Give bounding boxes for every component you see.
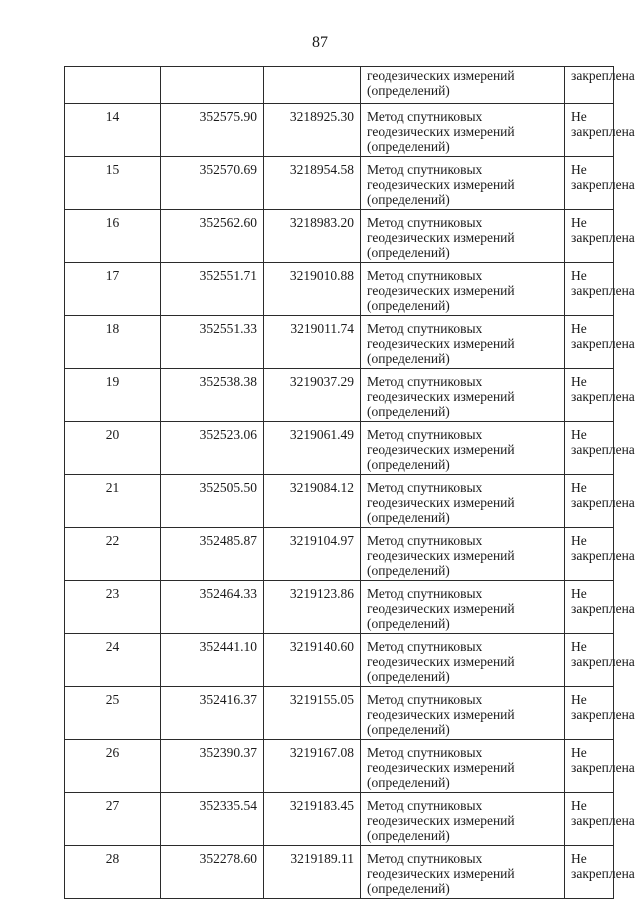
cell-y: 3218925.30: [264, 104, 361, 157]
fixation-line: закреплена: [571, 601, 635, 616]
cell-y: 3219037.29: [264, 369, 361, 422]
table-row: [65, 581, 614, 634]
cell-number: 20: [65, 422, 161, 475]
method-line: (определений): [367, 616, 450, 631]
cell-y: 3219167.08: [264, 740, 361, 793]
fixation-line: Не: [571, 533, 587, 548]
method-line: Метод спутниковых: [367, 745, 483, 760]
fixation-line: закреплена: [571, 283, 635, 298]
cell-x: 352562.60: [161, 210, 264, 263]
fixation-line: закреплена: [571, 548, 635, 563]
cell-method: [361, 104, 565, 157]
method-line: Метод спутниковых: [367, 798, 483, 813]
cell-number: 18: [65, 316, 161, 369]
method-line: геодезических измерений: [367, 866, 515, 881]
cell-y: 3219155.05: [264, 687, 361, 740]
coordinates-table: [64, 66, 635, 899]
method-line: (определений): [367, 139, 450, 154]
method-line: Метод спутниковых: [367, 692, 483, 707]
cell-x: 352523.06: [161, 422, 264, 475]
cell-number: 24: [65, 634, 161, 687]
cell-x: 352505.50: [161, 475, 264, 528]
table-row: [65, 528, 614, 581]
method-line: (определений): [367, 722, 450, 737]
cell-x: 352278.60: [161, 846, 264, 899]
fixation-line: Не: [571, 162, 587, 177]
cell-y: 3219011.74: [264, 316, 361, 369]
method-line: геодезических измерений: [367, 283, 515, 298]
cell-fixation: [565, 793, 635, 846]
cell-fixation: [565, 528, 635, 581]
fixation-line: закреплена: [571, 495, 635, 510]
cell-fixation: [565, 740, 635, 793]
table-row: [65, 210, 614, 263]
cell-x: 352416.37: [161, 687, 264, 740]
cell-x: 352570.69: [161, 157, 264, 210]
method-line: Метод спутниковых: [367, 162, 483, 177]
fixation-line: закреплена: [571, 336, 635, 351]
method-line: (определений): [367, 298, 450, 313]
method-line: геодезических измерений: [367, 442, 515, 457]
cell-y: 3219123.86: [264, 581, 361, 634]
method-line: геодезических измерений: [367, 177, 515, 192]
table-row: [65, 846, 614, 899]
table-row: [65, 422, 614, 475]
method-line: (определений): [367, 669, 450, 684]
cell-x: 352464.33: [161, 581, 264, 634]
cell-x: 352441.10: [161, 634, 264, 687]
method-line: (определений): [367, 828, 450, 843]
fixation-line: Не: [571, 374, 587, 389]
cell-number: 14: [65, 104, 161, 157]
cell-method: [361, 157, 565, 210]
table-row: [65, 316, 614, 369]
cell-method: [361, 316, 565, 369]
cell-fixation: [565, 475, 635, 528]
fixation-line: Не: [571, 268, 587, 283]
fixation-line: Не: [571, 215, 587, 230]
method-line: Метод спутниковых: [367, 851, 483, 866]
cell-fixation: [565, 846, 635, 899]
cell-fixation: [565, 422, 635, 475]
cell-x: 352575.90: [161, 104, 264, 157]
table-row: [65, 740, 614, 793]
cell-fixation: [565, 210, 635, 263]
fixation-line: закреплена: [571, 177, 635, 192]
fixation-line: Не: [571, 692, 587, 707]
cell-number: 16: [65, 210, 161, 263]
method-line: Метод спутниковых: [367, 427, 483, 442]
cell-number: 28: [65, 846, 161, 899]
fixation-line: Не: [571, 851, 587, 866]
method-line: геодезических измерений: [367, 813, 515, 828]
cell-method: [361, 634, 565, 687]
method-line: (определений): [367, 775, 450, 790]
cell-fixation: [565, 581, 635, 634]
cell-x: 352551.33: [161, 316, 264, 369]
method-line: (определений): [367, 457, 450, 472]
fixation-line: закреплена: [571, 124, 635, 139]
cell-method: [361, 67, 565, 104]
method-line: геодезических измерений: [367, 654, 515, 669]
method-line: (определений): [367, 563, 450, 578]
cell-y: 3218954.58: [264, 157, 361, 210]
cell-method: [361, 793, 565, 846]
fixation-line: Не: [571, 745, 587, 760]
cell-method: [361, 369, 565, 422]
cell-fixation: [565, 104, 635, 157]
method-line: геодезических измерений: [367, 124, 515, 139]
method-line: Метод спутниковых: [367, 533, 483, 548]
fixation-line: закреплена: [571, 389, 635, 404]
cell-fixation: [565, 67, 635, 104]
method-line: геодезических измерений: [367, 601, 515, 616]
cell-method: [361, 581, 565, 634]
cell-method: [361, 687, 565, 740]
table-row: [65, 369, 614, 422]
fixation-line: закреплена: [571, 654, 635, 669]
method-line: геодезических измерений: [367, 230, 515, 245]
method-line: геодезических измерений: [367, 707, 515, 722]
method-line: Метод спутниковых: [367, 268, 483, 283]
table-row: [65, 634, 614, 687]
cell-fixation: [565, 263, 635, 316]
cell-fixation: [565, 369, 635, 422]
fixation-line: закреплена: [571, 760, 635, 775]
cell-method: [361, 475, 565, 528]
coordinates-table-body: [65, 67, 635, 899]
method-line: (определений): [367, 192, 450, 207]
cell-number: 26: [65, 740, 161, 793]
fixation-line: закреплена: [571, 707, 635, 722]
method-line: Метод спутниковых: [367, 480, 483, 495]
cell-fixation: [565, 634, 635, 687]
cell-x: 352538.38: [161, 369, 264, 422]
cell-y: 3219010.88: [264, 263, 361, 316]
method-line: (определений): [367, 510, 450, 525]
fixation-line: Не: [571, 798, 587, 813]
cell-y: 3219061.49: [264, 422, 361, 475]
cell-method: [361, 740, 565, 793]
method-line: Метод спутниковых: [367, 586, 483, 601]
cell-number: 15: [65, 157, 161, 210]
page-number: 87: [312, 34, 328, 51]
cell-y: 3218983.20: [264, 210, 361, 263]
table-row: [65, 475, 614, 528]
table-row: [65, 793, 614, 846]
method-line: (определений): [367, 83, 450, 98]
method-line: (определений): [367, 881, 450, 896]
fixation-line: закреплена: [571, 813, 635, 828]
cell-x: [161, 67, 264, 104]
fixation-line: закреплена: [571, 230, 635, 245]
cell-number: 23: [65, 581, 161, 634]
cell-number: [65, 67, 161, 104]
method-line: (определений): [367, 351, 450, 366]
method-line: (определений): [367, 404, 450, 419]
fixation-line: закреплена: [571, 866, 635, 881]
method-line: геодезических измерений: [367, 336, 515, 351]
cell-y: 3219140.60: [264, 634, 361, 687]
method-line: геодезических измерений: [367, 760, 515, 775]
table-row: [65, 687, 614, 740]
fixation-line: Не: [571, 480, 587, 495]
method-line: геодезических измерений: [367, 389, 515, 404]
method-line: геодезических измерений: [367, 548, 515, 563]
cell-y: 3219189.11: [264, 846, 361, 899]
cell-method: [361, 846, 565, 899]
cell-number: 27: [65, 793, 161, 846]
method-line: Метод спутниковых: [367, 321, 483, 336]
table-row-continuation: [65, 67, 614, 104]
table-row: [65, 104, 614, 157]
cell-x: 352335.54: [161, 793, 264, 846]
cell-x: 352551.71: [161, 263, 264, 316]
method-line: Метод спутниковых: [367, 109, 483, 124]
cell-method: [361, 528, 565, 581]
method-line: Метод спутниковых: [367, 215, 483, 230]
cell-number: 25: [65, 687, 161, 740]
cell-method: [361, 210, 565, 263]
method-line: Метод спутниковых: [367, 639, 483, 654]
fixation-line: Не: [571, 586, 587, 601]
method-line: геодезических измерений: [367, 68, 515, 83]
cell-fixation: [565, 157, 635, 210]
cell-fixation: [565, 316, 635, 369]
cell-number: 17: [65, 263, 161, 316]
method-line: (определений): [367, 245, 450, 260]
table-row: [65, 263, 614, 316]
cell-y: [264, 67, 361, 104]
fixation-line: закреплена: [571, 68, 635, 83]
fixation-line: закреплена: [571, 442, 635, 457]
cell-y: 3219084.12: [264, 475, 361, 528]
cell-number: 22: [65, 528, 161, 581]
cell-number: 19: [65, 369, 161, 422]
cell-x: 352485.87: [161, 528, 264, 581]
cell-method: [361, 422, 565, 475]
fixation-line: Не: [571, 321, 587, 336]
cell-fixation: [565, 687, 635, 740]
table-row: [65, 157, 614, 210]
fixation-line: Не: [571, 427, 587, 442]
cell-x: 352390.37: [161, 740, 264, 793]
method-line: Метод спутниковых: [367, 374, 483, 389]
method-line: геодезических измерений: [367, 495, 515, 510]
cell-y: 3219183.45: [264, 793, 361, 846]
cell-method: [361, 263, 565, 316]
fixation-line: Не: [571, 639, 587, 654]
fixation-line: Не: [571, 109, 587, 124]
cell-number: 21: [65, 475, 161, 528]
cell-y: 3219104.97: [264, 528, 361, 581]
